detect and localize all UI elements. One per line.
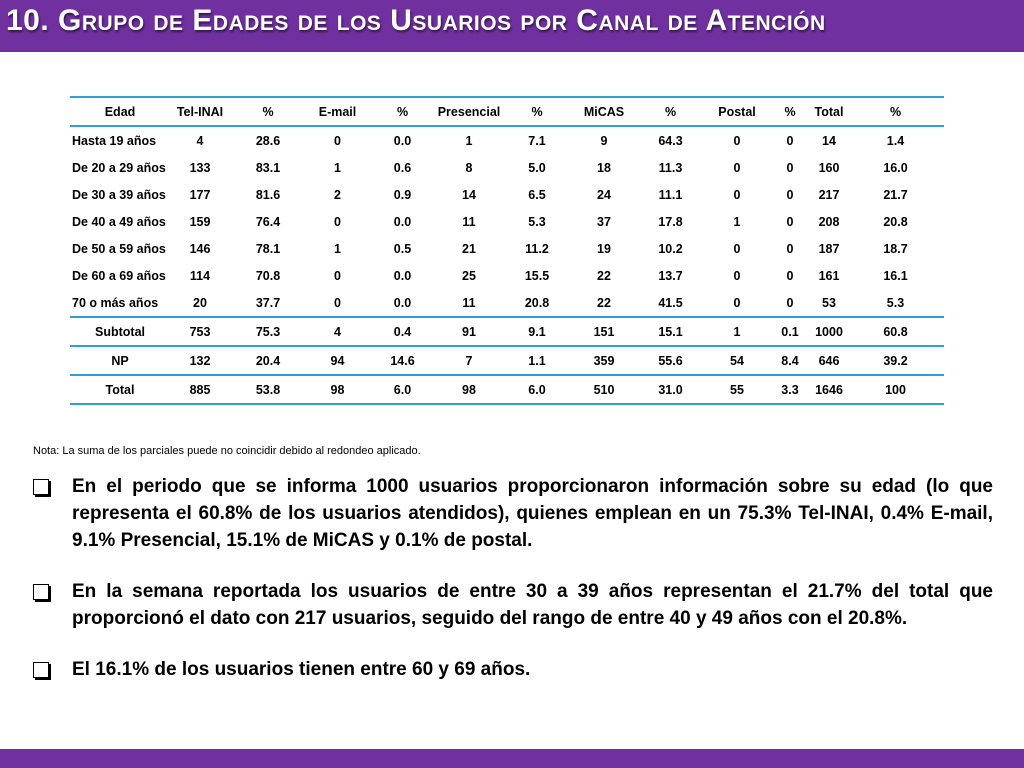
table-cell: 20.4 xyxy=(230,346,306,375)
table-cell: 0 xyxy=(334,214,341,229)
bullet-item xyxy=(33,656,993,683)
table-cell: 159 xyxy=(189,214,211,229)
table-cell: 2 xyxy=(334,187,341,202)
table-row xyxy=(70,154,944,181)
table-cell: 0.0 xyxy=(393,268,412,283)
bullet-text: El 16.1% de los usuarios tienen entre 60 y 69 años. xyxy=(72,659,531,680)
table-cell: 0 xyxy=(786,268,794,283)
table-cell: 54 xyxy=(705,346,769,375)
table-cell: 0.5 xyxy=(393,241,412,256)
table-cell: 100 xyxy=(847,375,944,404)
column-header: Presencial xyxy=(436,97,502,126)
table-cell: 25 xyxy=(462,268,476,283)
table-cell: 18 xyxy=(597,160,611,175)
table-cell: 1 xyxy=(334,241,341,256)
bullet-text: En el periodo que se informa 1000 usuarios proporcionaron información sobre su edad (lo que representa el 60.8% de los usuarios atendidos), quienes emplean en un 75.3% Tel-INAI, 0.4% E-mail, 9.1% Presencial, 15.1% de MiCAS y 0.1% de postal. xyxy=(72,476,993,551)
table-cell: 1 xyxy=(334,160,341,175)
table-row xyxy=(70,346,944,375)
table-cell: 0 xyxy=(786,133,794,148)
table-cell: 6.0 xyxy=(369,375,436,404)
bullet-text: En la semana reportada los usuarios de entre 30 a 39 años representan el 21.7% del total que proporcionó el dato con 217 usuarios, seguido del rango de entre 40 y 49 años con el 20.8%. xyxy=(72,581,993,629)
table-cell: 0 xyxy=(733,187,741,202)
column-header: Total xyxy=(811,97,847,126)
table-cell: 18.7 xyxy=(883,241,908,256)
table-cell: 0 xyxy=(733,268,741,283)
column-header: Tel-INAI xyxy=(170,97,230,126)
table-cell: 20.8 xyxy=(524,295,550,310)
row-label-cell: 70 o más años xyxy=(72,295,159,310)
column-header: % xyxy=(230,97,306,126)
table-cell: 0.6 xyxy=(393,160,412,175)
table-cell: 11 xyxy=(462,295,476,310)
table-cell: 75.3 xyxy=(230,317,306,346)
table-cell: 6.5 xyxy=(528,187,546,202)
table-cell: 16.1 xyxy=(883,268,908,283)
table-cell: 14 xyxy=(462,187,476,202)
table-cell: 3.3 xyxy=(769,375,811,404)
page-title: 10. Grupo de Edades de los Usuarios por Canal de Atención xyxy=(6,4,826,37)
table-cell: 0.0 xyxy=(393,295,412,310)
table-cell: 11 xyxy=(462,214,476,229)
table-cell: 114 xyxy=(189,268,211,283)
table-cell: 8.4 xyxy=(769,346,811,375)
table-cell: 8 xyxy=(465,160,473,175)
table-cell: 0.9 xyxy=(393,187,412,202)
table-cell: 1646 xyxy=(811,375,847,404)
table-cell: 55.6 xyxy=(636,346,705,375)
row-label-cell: De 60 a 69 años xyxy=(72,268,166,283)
table-cell: 55 xyxy=(705,375,769,404)
table-cell: 0.0 xyxy=(393,214,412,229)
table-cell: 20 xyxy=(193,295,207,310)
table-cell: 37 xyxy=(597,214,611,229)
table-cell: 510 xyxy=(572,375,636,404)
table-cell: 753 xyxy=(170,317,230,346)
table-cell: 0.1 xyxy=(769,317,811,346)
column-header: % xyxy=(769,97,811,126)
table-cell: 0.0 xyxy=(393,133,412,148)
table-row xyxy=(70,262,944,289)
table-cell: 217 xyxy=(818,187,840,202)
table-cell: 94 xyxy=(306,346,369,375)
checkbox-bullet-icon xyxy=(33,584,49,600)
table-cell: 1 xyxy=(465,133,473,148)
table-cell: 7 xyxy=(436,346,502,375)
table-cell: 76.4 xyxy=(255,214,281,229)
table-cell: 0 xyxy=(733,241,741,256)
table-row xyxy=(70,181,944,208)
bullet-item xyxy=(33,473,993,554)
table-cell: 187 xyxy=(818,241,840,256)
table-cell: 37.7 xyxy=(255,295,281,310)
table-cell: 7.1 xyxy=(528,133,546,148)
checkbox-bullet-icon xyxy=(33,662,49,678)
age-channel-table-container xyxy=(70,96,944,405)
table-cell: 9 xyxy=(600,133,608,148)
table-cell: 83.1 xyxy=(255,160,281,175)
table-cell: 0 xyxy=(786,241,794,256)
column-header: MiCAS xyxy=(572,97,636,126)
table-cell: 359 xyxy=(572,346,636,375)
column-header: E-mail xyxy=(306,97,369,126)
bullet-list xyxy=(33,473,993,683)
column-header: Edad xyxy=(70,97,170,126)
table-cell: 98 xyxy=(436,375,502,404)
table-cell: 0 xyxy=(786,295,794,310)
column-header: % xyxy=(369,97,436,126)
row-label-cell: Hasta 19 años xyxy=(72,133,157,148)
table-row xyxy=(70,126,944,154)
table-cell: 146 xyxy=(189,241,211,256)
age-channel-table xyxy=(70,96,944,405)
table-cell: 5.0 xyxy=(528,160,546,175)
table-cell: 133 xyxy=(189,160,211,175)
row-label-cell: De 30 a 39 años xyxy=(72,187,166,202)
table-row xyxy=(70,235,944,262)
table-cell: 0 xyxy=(786,214,794,229)
table-cell: 646 xyxy=(811,346,847,375)
table-cell: 208 xyxy=(818,214,840,229)
table-cell: 24 xyxy=(597,187,611,202)
table-cell: 22 xyxy=(597,268,611,283)
table-cell: 53.8 xyxy=(230,375,306,404)
checkbox-bullet-icon xyxy=(33,479,49,495)
table-cell: 160 xyxy=(818,160,840,175)
table-cell: 70.8 xyxy=(255,268,281,283)
table-cell: 21 xyxy=(462,241,476,256)
column-header: Postal xyxy=(705,97,769,126)
row-label-cell: Total xyxy=(70,375,170,404)
column-header: % xyxy=(502,97,572,126)
table-cell: 17.8 xyxy=(658,214,683,229)
table-cell: 1.1 xyxy=(502,346,572,375)
table-cell: 0 xyxy=(334,268,341,283)
table-cell: 132 xyxy=(170,346,230,375)
table-cell: 1 xyxy=(705,317,769,346)
table-cell: 60.8 xyxy=(847,317,944,346)
row-label-cell: De 40 a 49 años xyxy=(72,214,166,229)
table-cell: 0 xyxy=(733,295,741,310)
table-cell: 177 xyxy=(189,187,211,202)
table-cell: 11.1 xyxy=(658,187,683,202)
table-cell: 81.6 xyxy=(255,187,281,202)
table-cell: 885 xyxy=(170,375,230,404)
table-cell: 0.4 xyxy=(369,317,436,346)
table-cell: 13.7 xyxy=(658,268,683,283)
table-cell: 22 xyxy=(597,295,611,310)
table-cell: 11.2 xyxy=(525,241,549,256)
table-cell: 14 xyxy=(822,133,836,148)
row-label-cell: NP xyxy=(70,346,170,375)
table-cell: 4 xyxy=(196,133,204,148)
table-cell: 39.2 xyxy=(847,346,944,375)
table-cell: 161 xyxy=(818,268,840,283)
table-row xyxy=(70,317,944,346)
table-cell: 98 xyxy=(306,375,369,404)
table-cell: 9.1 xyxy=(502,317,572,346)
table-cell: 41.5 xyxy=(658,295,683,310)
table-row xyxy=(70,289,944,317)
column-header: % xyxy=(636,97,705,126)
table-row xyxy=(70,375,944,404)
title-bar xyxy=(0,0,1024,52)
table-cell: 5.3 xyxy=(886,295,905,310)
footer-bar xyxy=(0,749,1024,768)
table-cell: 14.6 xyxy=(369,346,436,375)
table-cell: 20.8 xyxy=(883,214,908,229)
table-cell: 15.1 xyxy=(636,317,705,346)
table-cell: 1 xyxy=(733,214,741,229)
table-cell: 1.4 xyxy=(886,133,905,148)
table-cell: 4 xyxy=(306,317,369,346)
row-label-cell: De 20 a 29 años xyxy=(72,160,166,175)
table-cell: 0 xyxy=(733,133,741,148)
table-cell: 0 xyxy=(786,160,794,175)
row-label-cell: Subtotal xyxy=(70,317,170,346)
table-cell: 0 xyxy=(334,133,341,148)
table-cell: 0 xyxy=(334,295,341,310)
table-row xyxy=(70,208,944,235)
table-cell: 64.3 xyxy=(658,133,683,148)
table-cell: 15.5 xyxy=(524,268,550,283)
table-cell: 28.6 xyxy=(255,133,281,148)
table-cell: 0 xyxy=(786,187,794,202)
table-cell: 78.1 xyxy=(255,241,281,256)
table-cell: 91 xyxy=(436,317,502,346)
table-cell: 6.0 xyxy=(502,375,572,404)
column-header: % xyxy=(847,97,944,126)
table-note: Nota: La suma de los parciales puede no coincidir debido al redondeo aplicado. xyxy=(33,445,421,457)
bullet-item xyxy=(33,578,993,632)
table-header-row xyxy=(70,97,944,126)
table-cell: 5.3 xyxy=(528,214,546,229)
table-cell: 21.7 xyxy=(883,187,908,202)
table-cell: 151 xyxy=(572,317,636,346)
table-cell: 0 xyxy=(733,160,741,175)
table-cell: 10.2 xyxy=(658,241,683,256)
row-label-cell: De 50 a 59 años xyxy=(72,241,166,256)
table-cell: 16.0 xyxy=(883,160,908,175)
table-cell: 1000 xyxy=(811,317,847,346)
table-cell: 19 xyxy=(597,241,611,256)
table-body xyxy=(70,126,944,404)
table-cell: 31.0 xyxy=(636,375,705,404)
table-cell: 11.3 xyxy=(658,160,683,175)
table-cell: 53 xyxy=(822,295,836,310)
